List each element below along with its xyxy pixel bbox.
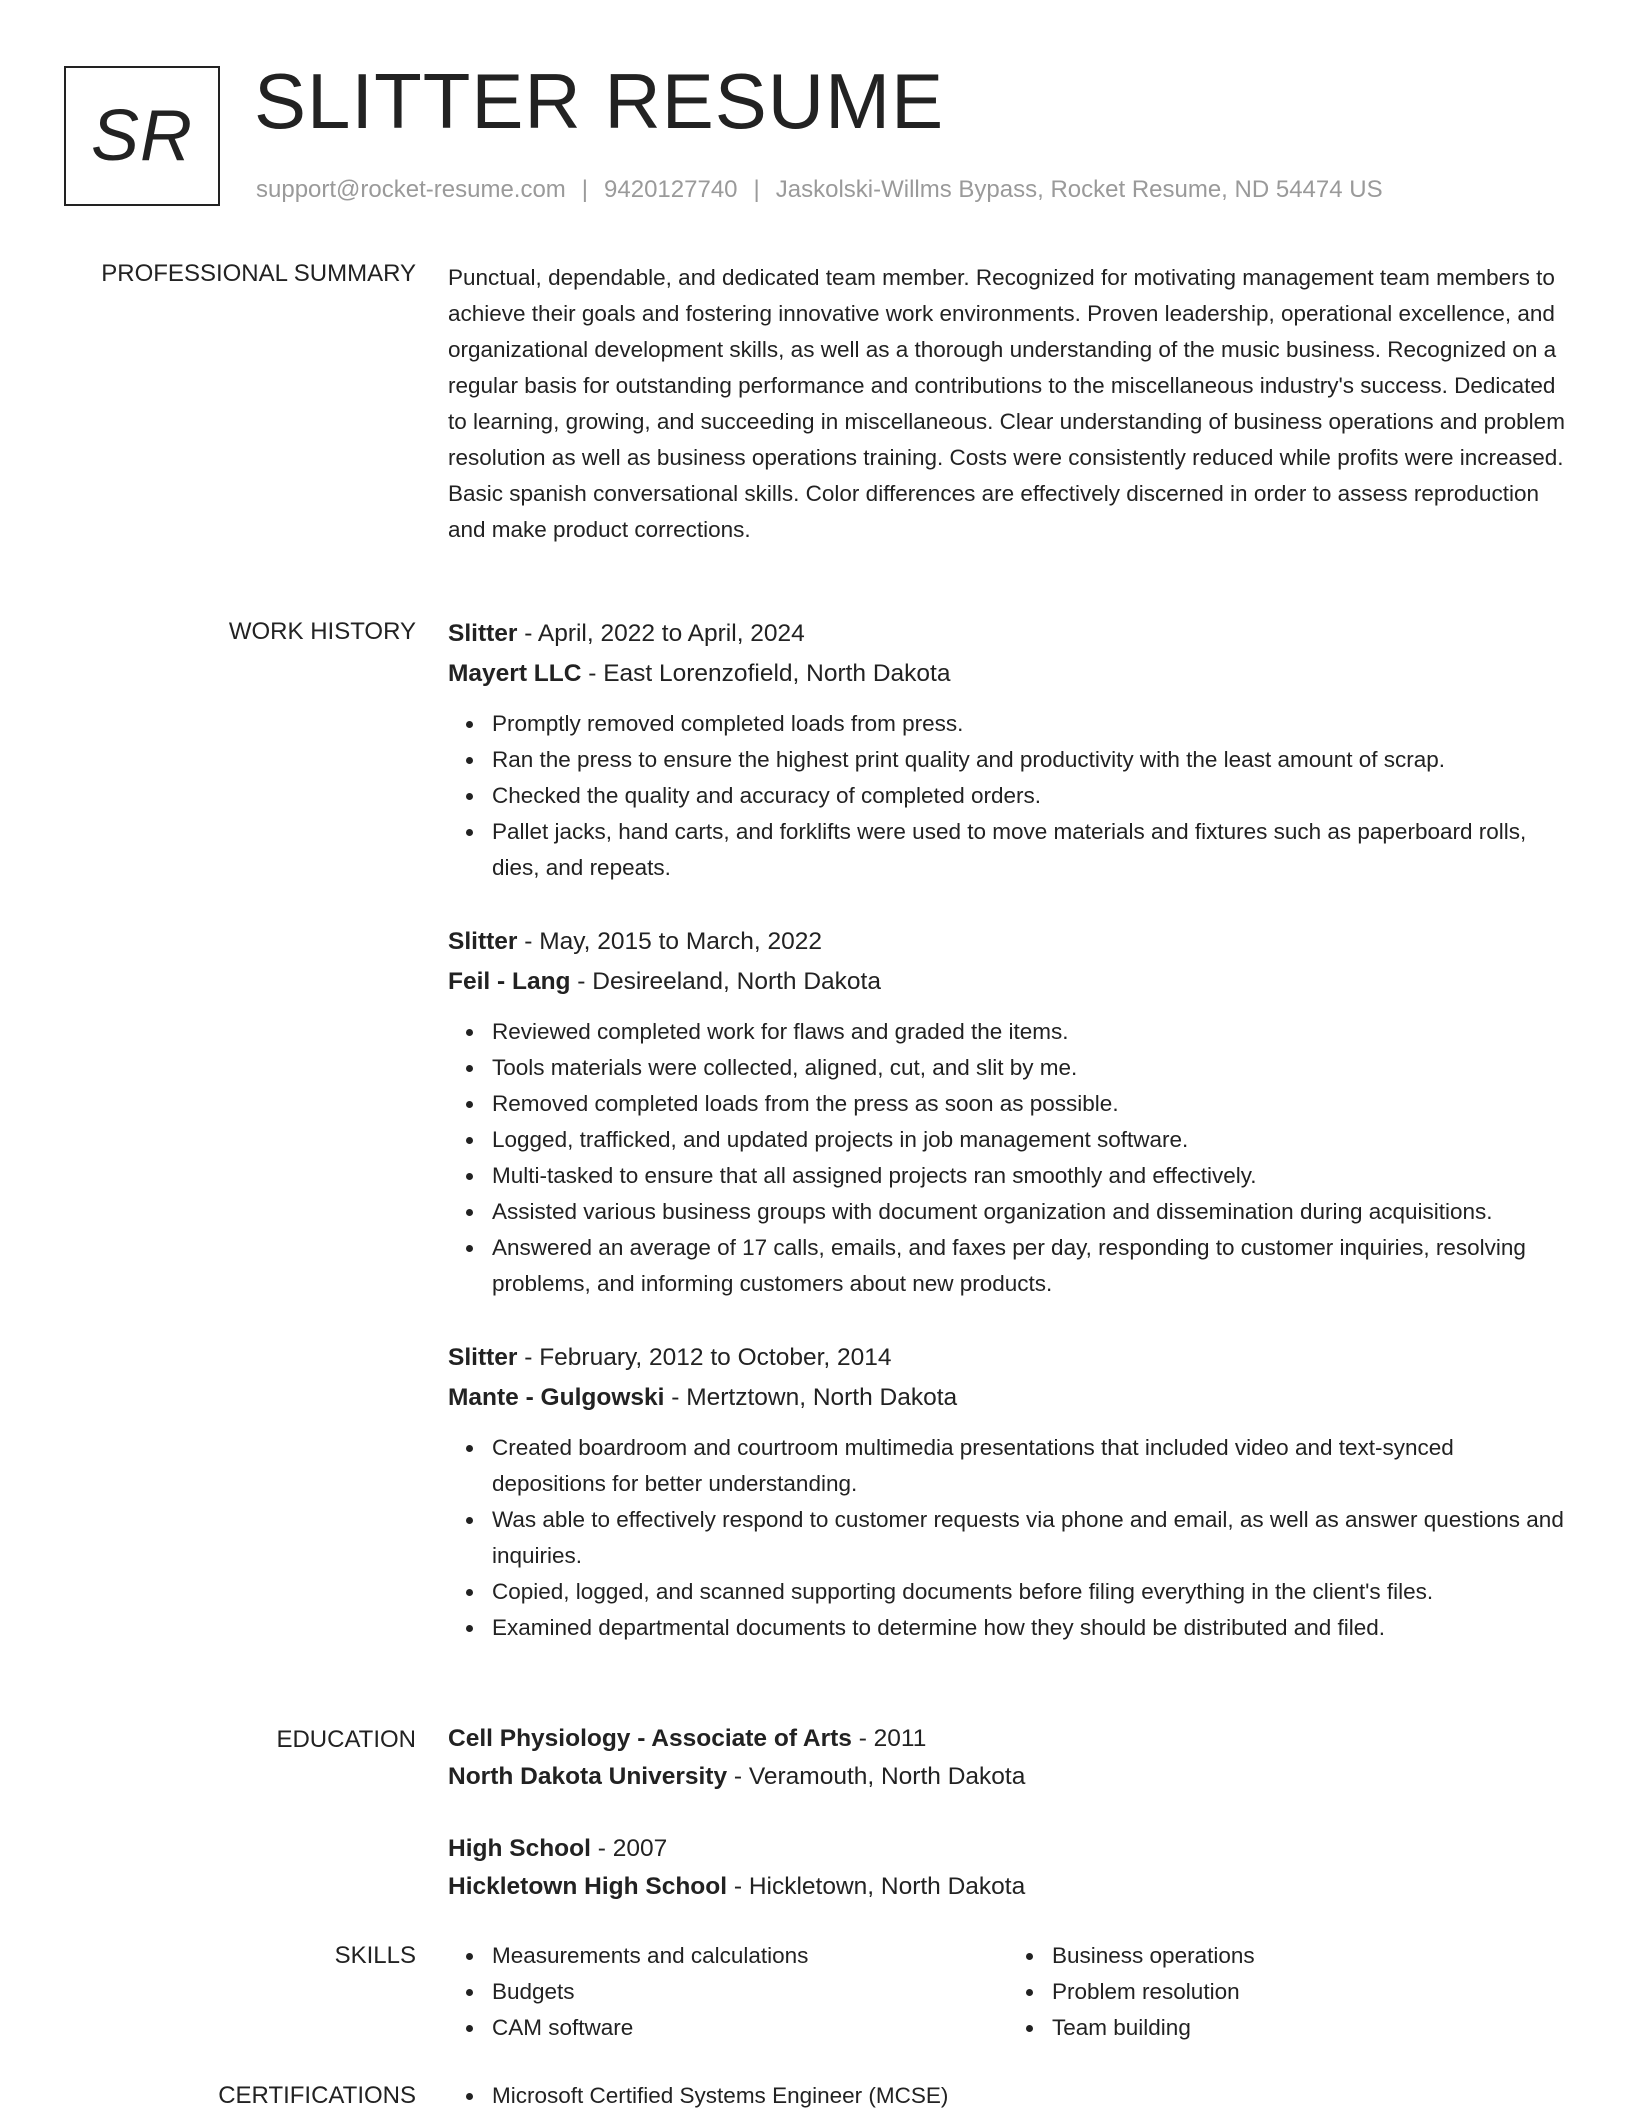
work-history-section [448,614,1568,1682]
job-entry [448,614,1568,886]
education-location: - Veramouth, North Dakota [727,1763,1026,1790]
job-title: Slitter [448,620,518,647]
contact-line [256,176,1383,204]
list-item: Removed completed loads from the press as soon as possible. [492,1086,1568,1122]
list-item: Tools materials were collected, aligned, cut, and slit by me. [492,1050,1568,1086]
list-item: Promptly removed completed loads from press. [492,706,1568,742]
job-company-line [448,654,1568,694]
certifications-list [448,2078,1568,2114]
job-company-line [448,962,1568,1002]
resume-title: SLITTER RESUME [254,57,945,145]
job-dates: - February, 2012 to October, 2014 [517,1344,892,1371]
job-title: Slitter [448,928,518,955]
education-entry [448,1830,1568,1906]
list-item: Created boardroom and courtroom multimedia presentations that included video and text-synced depositions for better understanding. [492,1430,1568,1502]
summary-section [448,260,1568,548]
education-year: - 2011 [851,1725,927,1752]
list-item: Pallet jacks, hand carts, and forklifts were used to move materials and fixtures such as paperboard rolls, dies, and repeats. [492,814,1568,886]
section-label-skills: SKILLS [334,1942,416,1969]
education-school-line [448,1868,1568,1906]
education-degree: High School [448,1835,591,1862]
job-dates: - May, 2015 to March, 2022 [517,928,823,955]
job-bullets [448,1014,1568,1302]
contact-separator: | [753,176,760,203]
certifications-section [448,2078,1568,2114]
job-company: Mante - Gulgowski [448,1384,665,1411]
list-item: Reviewed completed work for flaws and graded the items. [492,1014,1568,1050]
job-location: - Desireeland, North Dakota [570,968,881,995]
section-label-summary: PROFESSIONAL SUMMARY [101,260,416,287]
job-company: Feil - Lang [448,968,571,995]
contact-address: Jaskolski-Willms Bypass, Rocket Resume, ND 54474 US [775,176,1383,203]
skills-list-right [1008,1938,1568,2046]
monogram-initials: SR [90,96,194,176]
certification-item: Microsoft Certified Systems Engineer (MCSE) [492,2078,1568,2114]
education-year: - 2007 [590,1835,668,1862]
list-item: Was able to effectively respond to customer requests via phone and email, as well as answer questions and inquiries. [492,1502,1568,1574]
summary-text: Punctual, dependable, and dedicated team member. Recognized for motivating management team members to achieve their goals and fostering innovative work environments. Proven leadership, operational excellence, and organizational development skills, as well as a thorough understanding of the music business. Recognized on a regular basis for outstanding performance and contributions to the miscellaneous industry's success. Dedicated to learning, growing, and succeeding in miscellaneous. Clear understanding of business operations and problem resolution as well as business operations training. Costs were consistently reduced while profits were increased. Basic spanish conversational skills. Color differences are effectively discerned in order to assess reproduction and make product corrections. [448,265,1565,542]
contact-separator: | [581,176,589,203]
job-dates: - April, 2022 to April, 2024 [517,620,805,647]
job-bullets [448,706,1568,886]
list-item: Copied, logged, and scanned supporting documents before filing everything in the client's files. [492,1574,1568,1610]
education-degree: Cell Physiology - Associate of Arts [448,1725,852,1752]
job-entry [448,1338,1568,1646]
job-title-line [448,1338,1568,1378]
contact-email: support@rocket-resume.com [256,176,566,203]
section-label-work: WORK HISTORY [228,618,416,645]
section-label-education: EDUCATION [276,1726,416,1753]
education-degree-line [448,1830,1568,1868]
skill-item: Problem resolution [1052,1974,1568,2010]
list-item: Assisted various business groups with document organization and dissemination during acquisitions. [492,1194,1568,1230]
contact-phone: 9420127740 [604,176,738,203]
skill-item: CAM software [492,2010,1008,2046]
education-school: North Dakota University [448,1763,728,1790]
list-item: Ran the press to ensure the highest print quality and productivity with the least amount of scrap. [492,742,1568,778]
job-location: - Mertztown, North Dakota [664,1384,958,1411]
section-label-certifications: CERTIFICATIONS [218,2082,416,2109]
skill-item: Budgets [492,1974,1008,2010]
list-item: Examined departmental documents to determine how they should be distributed and filed. [492,1610,1568,1646]
list-item: Multi-tasked to ensure that all assigned projects ran smoothly and effectively. [492,1158,1568,1194]
skills-list-left [448,1938,1008,2046]
education-school: Hickletown High School [448,1873,728,1900]
education-entry [448,1720,1568,1796]
list-item: Answered an average of 17 calls, emails, and faxes per day, responding to customer inquiries, resolving problems, and informing customers about new products. [492,1230,1568,1302]
education-location: - Hickletown, North Dakota [727,1873,1026,1900]
education-degree-line [448,1720,1568,1758]
list-item: Logged, trafficked, and updated projects in job management software. [492,1122,1568,1158]
job-bullets [448,1430,1568,1646]
job-company: Mayert LLC [448,660,582,687]
education-school-line [448,1758,1568,1796]
skill-item: Business operations [1052,1938,1568,1974]
job-company-line [448,1378,1568,1418]
list-item: Checked the quality and accuracy of completed orders. [492,778,1568,814]
job-title-line [448,614,1568,654]
skills-section [448,1938,1568,2046]
job-location: - East Lorenzofield, North Dakota [581,660,951,687]
education-section [448,1720,1568,1906]
skills-columns [448,1938,1568,2046]
skill-item: Measurements and calculations [492,1938,1008,1974]
job-entry [448,922,1568,1302]
job-title-line [448,922,1568,962]
skill-item: Team building [1052,2010,1568,2046]
job-title: Slitter [448,1344,518,1371]
monogram-box [64,66,220,206]
